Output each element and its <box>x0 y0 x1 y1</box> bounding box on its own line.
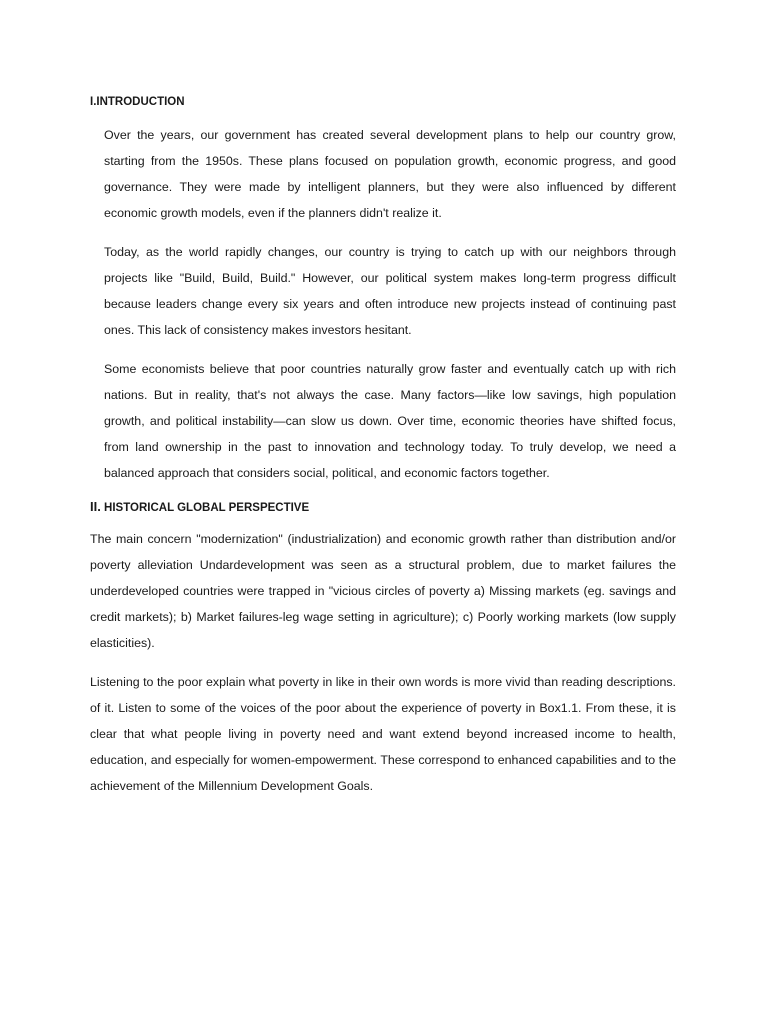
document-body <box>90 94 676 812</box>
historical-paragraph-2: Listening to the poor explain what poverty in like in their own words is more vivid than reading descriptions. of it. Listen to some of the voices of the poor about the experience of poverty in Box1.1. From these, it is clear that what people living in poverty need and want extend beyond increased income to health, education, and especially for women-empowerment. These correspond to enhanced capabilities and to the achievement of the Millennium Development Goals. <box>90 675 676 793</box>
section-heading-historical-global-perspective <box>90 499 676 516</box>
section-heading-text: HISTORICAL GLOBAL PERSPECTIVE <box>100 502 310 514</box>
intro-paragraph-2: Today, as the world rapidly changes, our country is trying to catch up with our neighbors through projects like "Build, Build, Build." However, our political system makes long-term progress difficult because leaders change every six years and often introduce new projects instead of continuing past ones. This lack of consistency makes investors hesitant. <box>104 245 676 337</box>
section-heading-introduction: I.INTRODUCTION <box>90 96 185 108</box>
historical-paragraph-1: The main concern "modernization" (industrialization) and economic growth rather than distribution and/or poverty alleviation Undardevelopment was seen as a structural problem, due to market failures the underdeveloped countries were trapped in "vicious circles of poverty a) Missing markets (eg. savings and credit markets); b) Market failures-leg wage setting in agriculture); c) Poorly working markets (low supply elasticities). <box>90 532 676 650</box>
intro-paragraph-3: Some economists believe that poor countries naturally grow faster and eventually catch up with rich nations. But in reality, that's not always the case. Many factors—like low savings, high population growth, and political instability—can slow us down. Over time, economic theories have shifted focus, from land ownership in the past to innovation and technology today. To truly develop, we need a balanced approach that considers social, political, and economic factors together. <box>104 362 676 480</box>
section-heading-numeral: II. <box>90 499 101 514</box>
intro-paragraph-1: Over the years, our government has created several development plans to help our country grow, starting from the 1950s. These plans focused on population growth, economic progress, and good governance. They were made by intelligent planners, but they were also influenced by different economic growth models, even if the planners didn't realize it. <box>104 128 676 220</box>
